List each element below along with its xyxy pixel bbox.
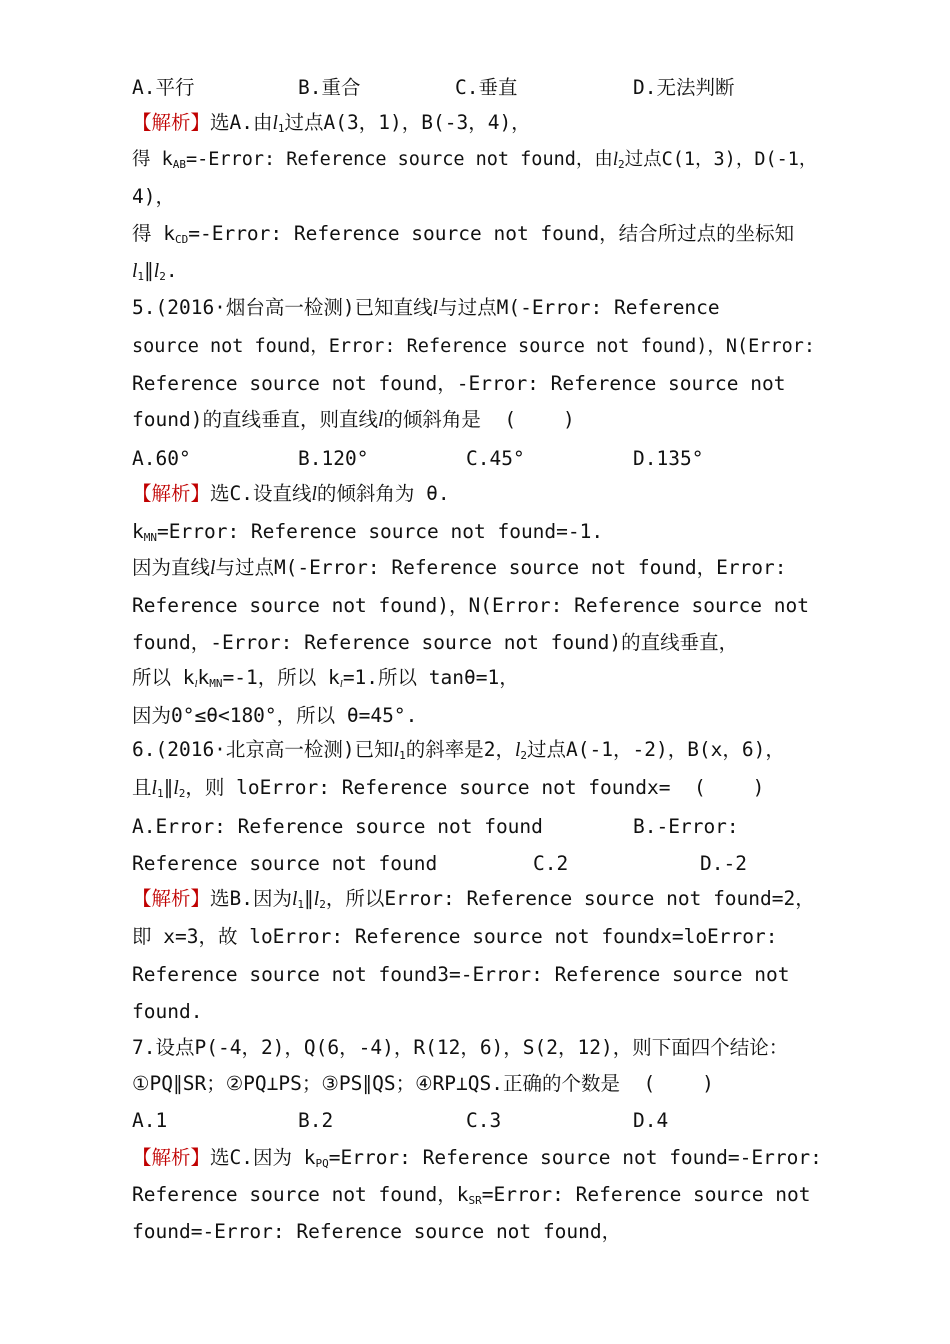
solution-tag: 【解析】 [132, 482, 211, 505]
q5-stem-line-1: 5.(2016·烟台高一检测)已知直线l与过点M(-Error: Reference [132, 296, 720, 319]
q5-solution-line-2: $k_{MN}=Error$: Reference source not found=-1. [132, 520, 604, 544]
q7-option-d: D.4 [633, 1109, 669, 1132]
q6-solution-line-3: Reference source not found3=-Error: Reference source not [132, 963, 790, 986]
q4-option-d: D.无法判断 [633, 76, 735, 99]
q7-option-a: A.1 [132, 1109, 168, 1132]
q4-solution-line-5: $l_1\parallel l_2$. [132, 259, 178, 283]
q7-solution-line-1: 【解析】选C.因为 $k_{PQ}=Error$: Reference source not found=-Error: [132, 1146, 822, 1170]
q6-solution-line-4: found. [132, 1000, 203, 1023]
q7-stem-line-1: 7.设点P(-4，2)，Q(6，-4)，R(12，6)，S(2，12)，则下面四个结论： [132, 1036, 789, 1059]
q7-option-b: B.2 [298, 1109, 334, 1132]
q4-option-c: C.垂直 [455, 76, 518, 99]
q5-solution-line-6: 所以 $k_lk_{MN}=-1$，所以 $k_l=1$.所以 tanθ=1， [132, 666, 519, 690]
q5-option-d: D.135° [633, 447, 704, 470]
q5-stem-line-4: found)的直线垂直，则直线l的倾斜角是 ( ) [132, 408, 575, 431]
q6-option-a: A.Error: Reference source not found [132, 815, 543, 838]
q6-option-b-cont: Reference source not found [132, 852, 438, 875]
q7-solution-line-2: Reference source not found，$k_{SR}=Error$: Reference source not [132, 1183, 811, 1207]
q6-stem-line-2: 且$l_1\parallel l_2$，则 loError: Reference source not foundx= ( ) [132, 776, 765, 800]
q5-option-b: B.120° [298, 447, 369, 470]
solution-tag: 【解析】 [132, 111, 211, 134]
q6-option-c: C.2 [533, 852, 569, 875]
q6-option-d: D.-2 [700, 852, 747, 875]
q4-option-a: A.平行 [132, 76, 195, 99]
q7-stem-line-2: ①PQ∥SR；②PQ⊥PS；③PS∥QS；④RP⊥QS.正确的个数是 ( ) [132, 1072, 714, 1095]
solution-tag: 【解析】 [132, 1146, 211, 1169]
q5-solution-line-3: 因为直线l与过点M(-Error: Reference source not found，Error: [132, 556, 787, 579]
q7-option-c: C.3 [466, 1109, 502, 1132]
q7-solution-line-3: found=-Error: Reference source not found， [132, 1220, 622, 1243]
q6-solution-line-1: 【解析】选B.因为$l_1\parallel l_2$，所以Error: Reference source not found=2， [132, 887, 815, 911]
q4-solution-line-2: 得 $k_{AB}=$-Error: Reference source not found，由$l_2$过点C(1，3)，D(-1， [132, 149, 818, 171]
q4-solution-line-1: 【解析】选A.由$l_1$过点A(3，1)，B(-3，4)， [132, 111, 531, 135]
q5-stem-line-3: Reference source not found，-Error: Reference source not [132, 372, 786, 395]
q5-option-a: A.60° [132, 447, 191, 470]
q6-option-b: B.-Error: [633, 815, 739, 838]
q5-solution-line-4: Reference source not found)，N(Error: Reference source not [132, 594, 809, 617]
q6-solution-line-2: 即 x=3，故 loError: Reference source not foundx=loError: [132, 925, 778, 948]
q6-stem-line-1: 6.(2016·北京高一检测)已知$l_1$的斜率是2，$l_2$过点A(-1，-2)，B(x，6)， [132, 738, 785, 762]
q4-solution-line-4: 得 $k_{CD}=$-Error: Reference source not found，结合所过点的坐标知 [132, 222, 795, 246]
q5-stem-line-2: source not found，Error: Reference source not found)，N(Error: [132, 336, 816, 357]
q5-solution-line-1: 【解析】选C.设直线l的倾斜角为 θ. [132, 482, 450, 505]
q5-solution-line-5: found，-Error: Reference source not found)的直线垂直， [132, 631, 739, 654]
q5-solution-line-7: 因为0°≤θ<180°，所以 θ=45°. [132, 704, 418, 727]
solution-tag: 【解析】 [132, 887, 211, 910]
q5-option-c: C.45° [466, 447, 525, 470]
q4-option-b: B.重合 [298, 76, 361, 99]
q4-solution-line-3: 4)， [132, 185, 175, 208]
